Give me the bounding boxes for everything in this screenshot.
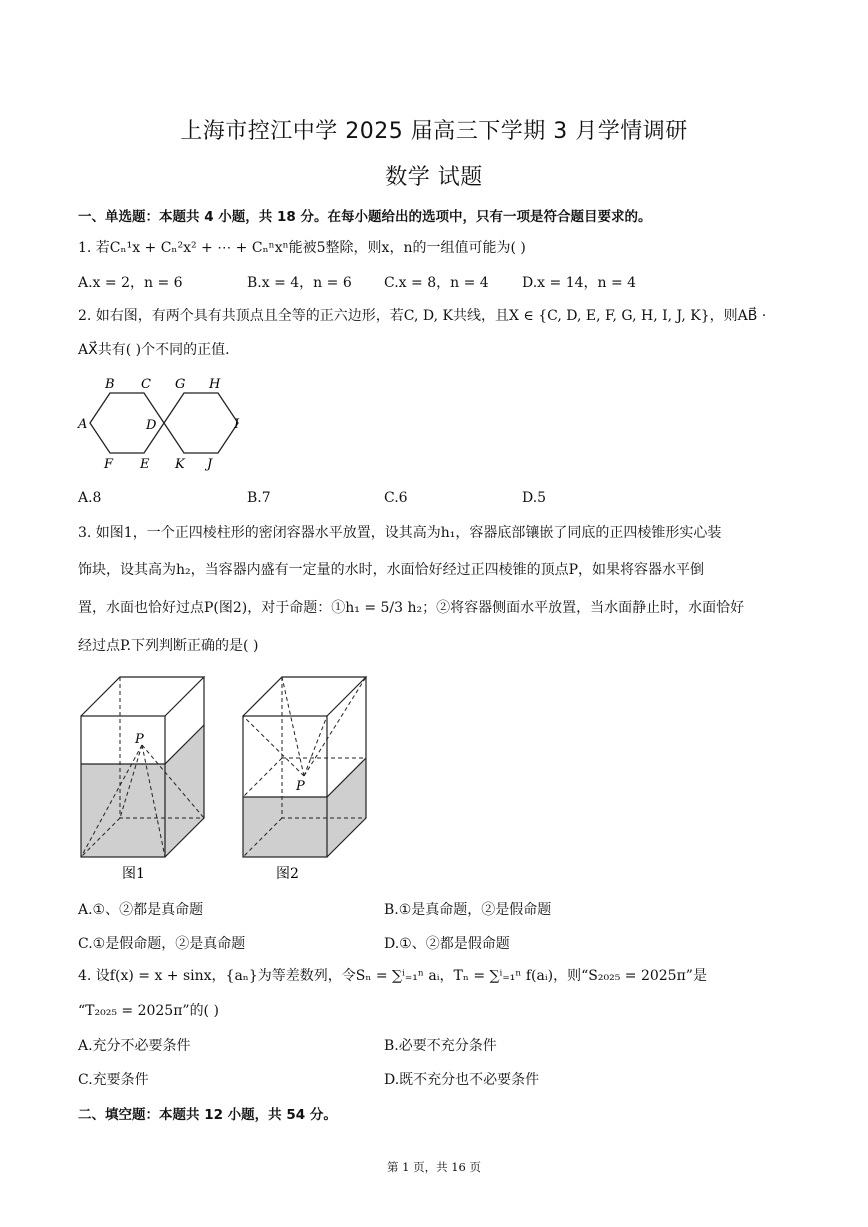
question-2-line-2: AX⃗共有( )个不同的正值. xyxy=(78,342,230,358)
figure-2-caption: 图2 xyxy=(276,866,299,882)
vertex-label-c: C xyxy=(141,377,151,392)
right-hexagon xyxy=(164,393,238,453)
question-3-line-1: 3. 如图1，一个正四棱柱形的密闭容器水平放置，设其高为h₁，容器底部镶嵌了同底的正四棱锥形实心装 xyxy=(78,525,722,541)
question-3-option-d: D.①、②都是假命题 xyxy=(384,936,510,952)
question-3-line-2: 饰块，设其高为h₂，当容器内盛有一定量的水时，水面恰好经过正四棱锥的顶点P，如果将容器水平倒 xyxy=(78,562,705,578)
question-4-option-b: B.必要不充分条件 xyxy=(384,1038,497,1054)
question-3-option-c: C.①是假命题，②是真命题 xyxy=(78,936,246,952)
figure-1-caption: 图1 xyxy=(122,866,145,882)
question-1-option-d: D.x = 14，n = 4 xyxy=(522,275,637,291)
vertex-label-f: F xyxy=(104,457,114,472)
vertex-label-a: A xyxy=(78,417,88,432)
question-3-line-3: 置，水面也恰好过点P(图2)，对于命题：①h₁ = 5/3 h₂；②将容器侧面水平放置，当水面静止时，水面恰好 xyxy=(78,600,745,616)
question-1-option-c: C.x = 8，n = 4 xyxy=(384,275,489,291)
vertex-label-g: G xyxy=(175,377,186,392)
hexagon-figure xyxy=(76,372,256,476)
question-1-option-b: B.x = 4，n = 6 xyxy=(247,275,352,291)
question-3-line-4: 经过点P.下列判断正确的是( ) xyxy=(78,638,259,654)
question-4-option-a: A.充分不必要条件 xyxy=(78,1038,191,1054)
vertex-label-h: H xyxy=(209,377,221,392)
vertex-label-i: I xyxy=(234,417,240,432)
question-2-option-b: B.7 xyxy=(247,490,271,506)
question-4-line-1: 4. 设f(x) = x + sinx，{aₙ}为等差数列，令Sₙ = ∑ⁱ₌₁ⁿ aᵢ，Tₙ = ∑ⁱ₌₁ⁿ f(aᵢ)，则“S₂₀₂₅ = 2025π”是 xyxy=(78,968,707,984)
page-title: 上海市控江中学 2025 届高三下学期 3 月学情调研 xyxy=(180,119,688,144)
point-label-p-fig2: P xyxy=(296,779,305,794)
point-label-p-fig1: P xyxy=(135,732,144,747)
vertex-label-j: J xyxy=(207,457,213,472)
question-1-stem: 1. 若Cₙ¹x + Cₙ²x² + ⋯ + Cₙⁿxⁿ能被5整除，则x，n的一组值可能为( ) xyxy=(78,240,526,256)
vertex-label-d: D xyxy=(146,418,157,433)
question-3-option-a: A.①、②都是真命题 xyxy=(78,902,204,918)
question-2-option-a: A.8 xyxy=(78,490,102,506)
question-4-line-2: “T₂₀₂₅ = 2025π”的( ) xyxy=(78,1003,219,1019)
container-figure-2 xyxy=(238,668,378,888)
question-4-option-d: D.既不充分也不必要条件 xyxy=(384,1072,540,1088)
page-number: 第 1 页，共 16 页 xyxy=(386,1160,482,1174)
question-3-option-b: B.①是真命题，②是假命题 xyxy=(384,902,552,918)
section-heading-single-choice: 一、单选题：本题共 4 小题，共 18 分。在每小题给出的选项中，只有一项是符合题目要求的。 xyxy=(78,209,652,225)
container-figure-1 xyxy=(76,668,216,888)
question-4-option-c: C.充要条件 xyxy=(78,1072,149,1088)
question-1-option-a: A.x = 2，n = 6 xyxy=(78,275,183,291)
vertex-label-e: E xyxy=(140,457,150,472)
page-subtitle: 数学 试题 xyxy=(385,165,483,190)
question-2-option-d: D.5 xyxy=(522,490,547,506)
question-2-line-1: 2. 如右图，有两个具有共顶点且全等的正六边形，若C, D, K共线，且X ∈ {C, D, E, F, G, H, I, J, K}，则AB⃗ · xyxy=(78,308,767,324)
vertex-label-b: B xyxy=(105,377,115,392)
section-heading-fill-in: 二、填空题：本题共 12 小题，共 54 分。 xyxy=(78,1107,337,1123)
vertex-label-k: K xyxy=(175,457,185,472)
question-2-option-c: C.6 xyxy=(384,490,408,506)
